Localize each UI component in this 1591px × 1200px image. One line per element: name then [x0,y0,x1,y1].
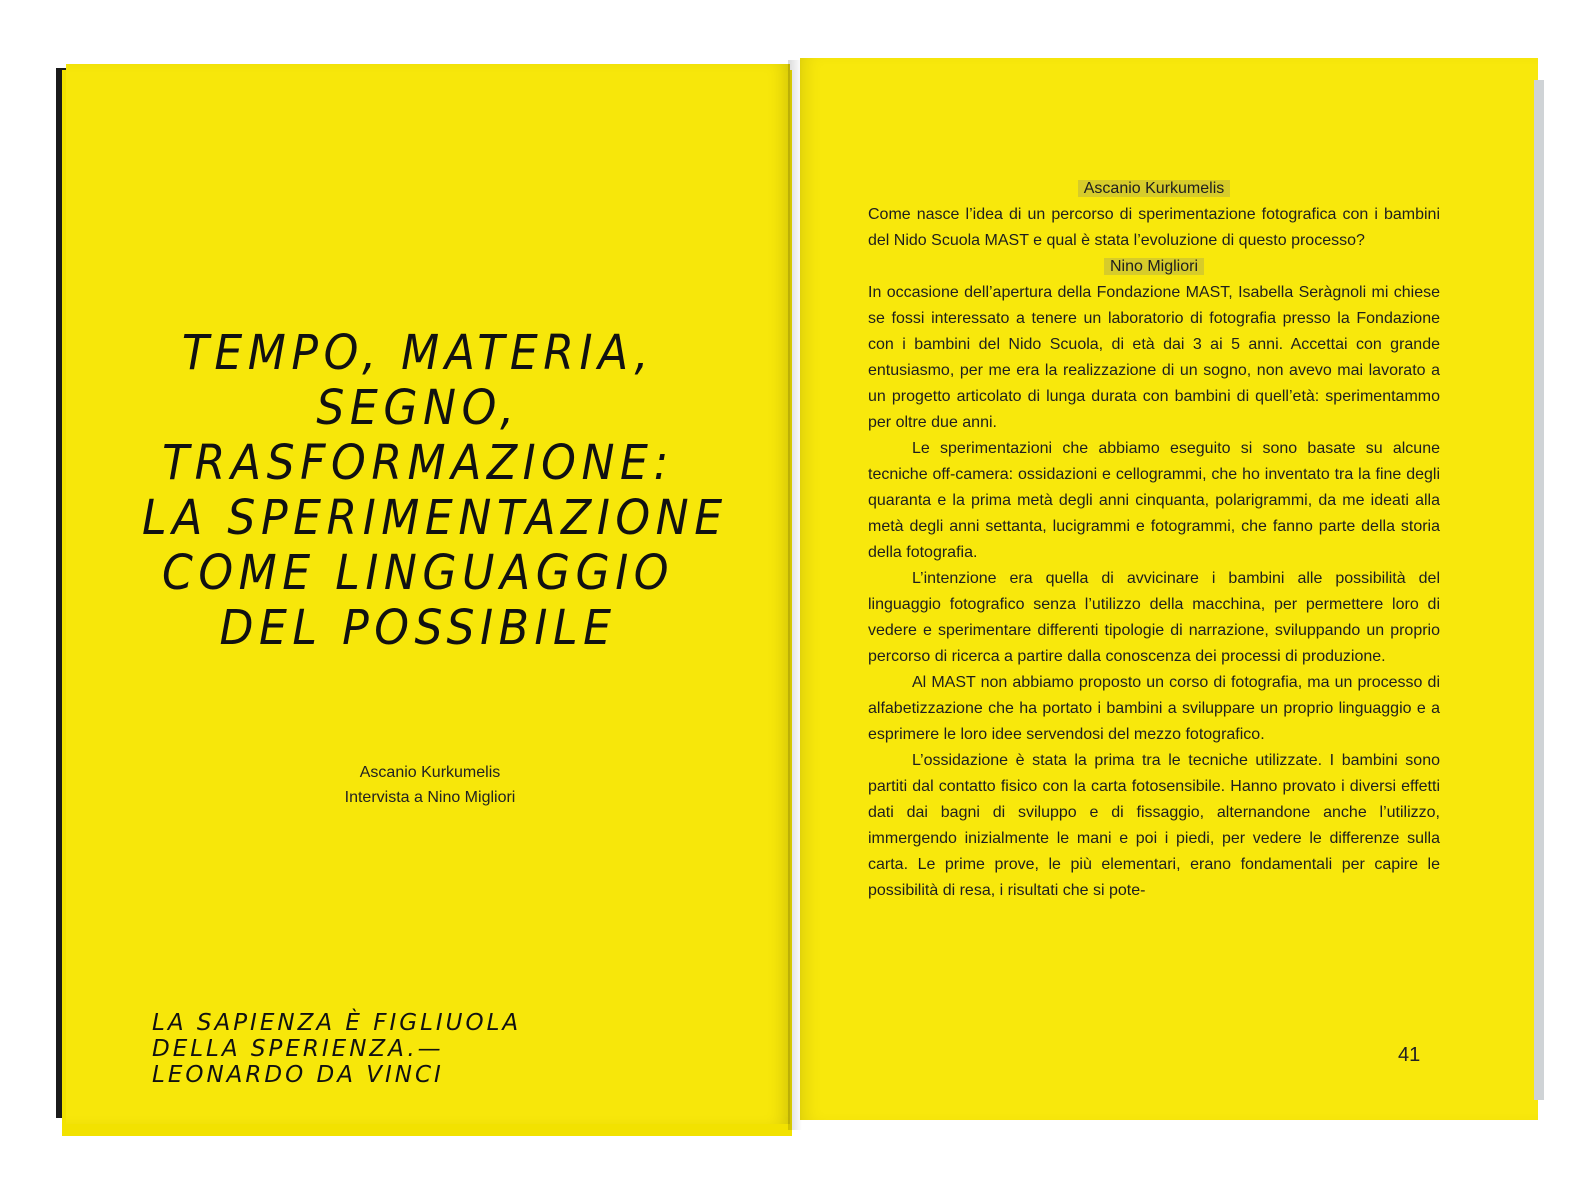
title-line: TRASFORMAZIONE: [162,435,674,491]
title-line: SEGNO, [316,380,520,436]
answer-paragraph: L’ossidazione è stata la prima tra le tecniche utilizzate. I bambini sono partiti dal contatto fisico con la carta fotosensibile. Hanno provato i diversi effetti dati dai bagni di sviluppo e di fissaggio, alternandone anche l’utilizzo, immergendo inizialmente le mani e poi i piedi, per vedere le differenze sulla carta. Le prime prove, le più elementari, erano fondamentali per capire le possibilità di resa, i risultati che si pote- [868,752,1440,899]
answer-paragraph: L’intenzione era quella di avvicinare i bambini alle possibilità del linguaggio fotografico senza l’utilizzo della macchina, per permettere loro di vedere e sperimentare differenti tipologie di narrazione, sviluppando un proprio percorso di ricerca a partire dalla conoscenza dei processi di produzione. [868,570,1440,665]
speaker-label [868,254,1440,280]
interview-text [868,176,1440,904]
quote-line: LEONARDO DA VINCI [152,1062,444,1088]
quote-line: DELLA SPERIENZA.— [152,1036,444,1062]
byline [280,760,580,810]
title-line: TEMPO, MATERIA, [181,325,655,381]
article-subtitle: Intervista a Nino Migliori [344,789,516,806]
quote-line: LA SAPIENZA È FIGLIUOLA [152,1010,522,1036]
title-line: COME LINGUAGGIO [161,545,675,601]
answer-paragraph: Al MAST non abbiamo proposto un corso di fotografia, ma un processo di alfabetizzazione che ha portato i bambini a sviluppare un proprio linguaggio e a esprimere le loro idee servendosi del mezzo fotografico. [868,674,1440,743]
speaker-label [868,176,1440,202]
article-title [142,325,728,656]
question-paragraph: Come nasce l’idea di un percorso di sperimentazione fotografica con i bambini del Nido Scuola MAST e qual è stata l’evoluzione di questo processo? [868,206,1440,249]
page-number: 41 [1398,1044,1421,1066]
right-page-edge [1534,80,1544,1100]
speaker-name: Ascanio Kurkumelis [1078,180,1231,197]
title-line: DEL POSSIBILE [219,600,617,656]
answer-paragraph: In occasione dell’apertura della Fondazione MAST, Isabella Seràgnoli mi chiese se fossi interessato a tenere un laboratorio di fotografia presso la Fondazione con i bambini del Nido Scuola, di età dai 3 ai 5 anni. Accettai con grande entusiasmo, per me era la realizzazione di un sogno, non avevo mai lavorato a un progetto articolato di lunga durata con bambini di quell’età: sperimentammo per oltre due anni. [868,284,1440,431]
book-gutter [788,60,802,1130]
title-line: LA SPERIMENTAZIONE [142,490,728,546]
speaker-name: Nino Migliori [1104,258,1204,275]
author-name: Ascanio Kurkumelis [359,764,501,781]
epigraph-quote [152,1010,572,1088]
answer-paragraph: Le sperimentazioni che abbiamo eseguito si sono basate su alcune tecniche off-camera: ossidazioni e cellogrammi, che ho inventato tra la fine degli quaranta e la prima metà degli anni cinquanta, polarigrammi, da me ideati alla metà degli anni settanta, lucigrammi e fotogrammi, che fanno parte della storia della fotografia. [868,440,1440,561]
